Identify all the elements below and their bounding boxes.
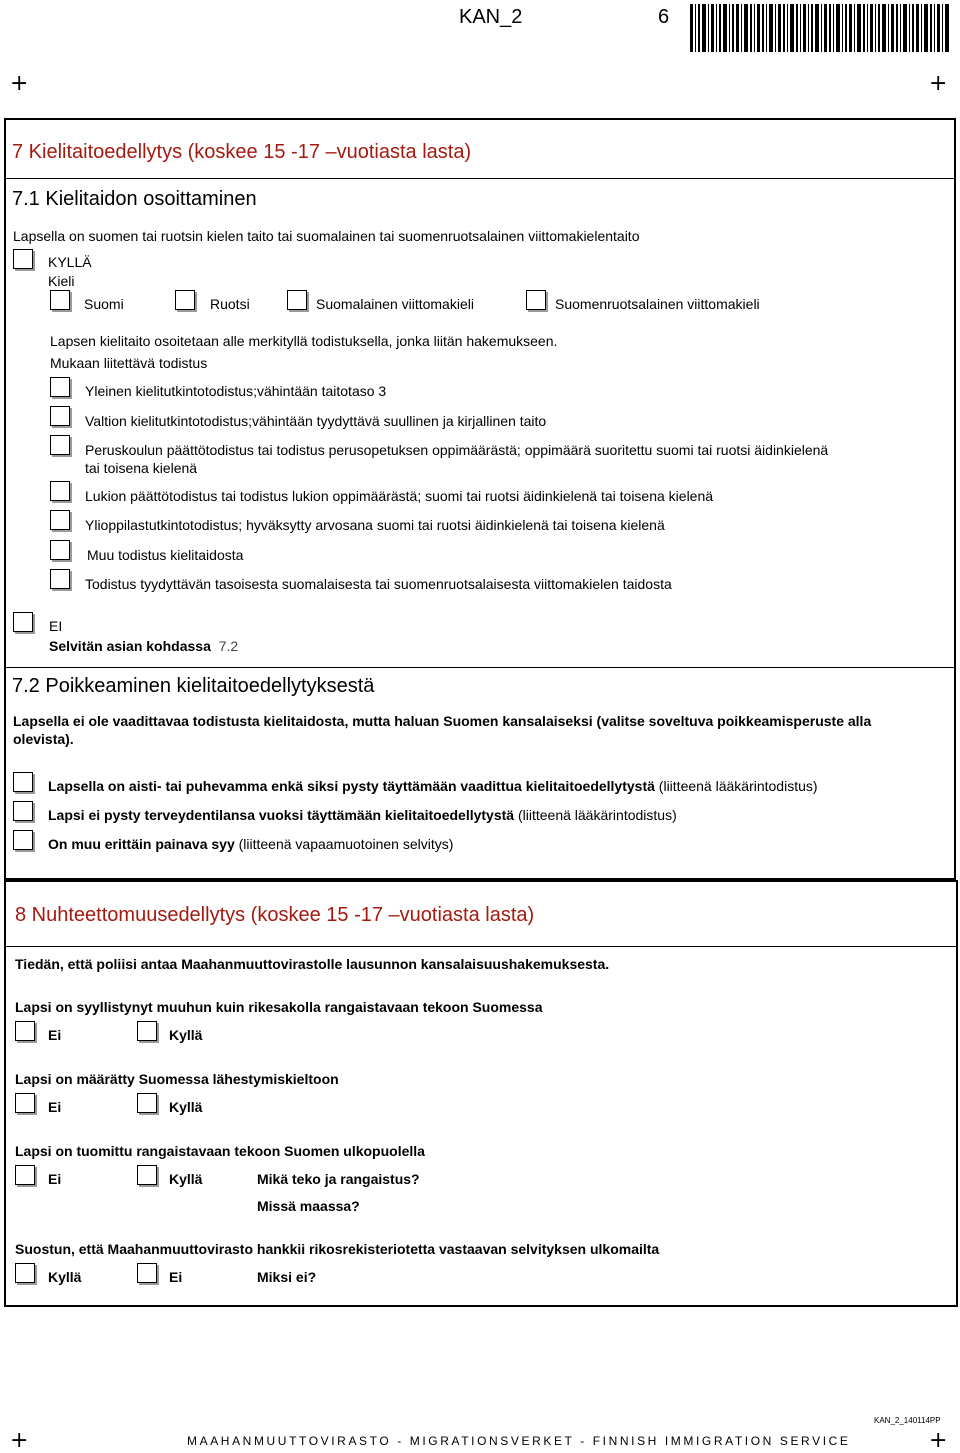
q1-kylla-checkbox[interactable] [137, 1021, 157, 1041]
exemption-other-label [48, 836, 453, 852]
exemption-other-text: On muu erittäin painava syy [48, 836, 235, 852]
lang-fi-sign-label: Suomalainen viittomakieli [316, 296, 474, 312]
yes-checkbox[interactable] [13, 249, 33, 269]
proof-note: Lapsen kielitaito osoitetaan alle merkityllä todistuksella, jonka liitän hakemukseen. [50, 333, 558, 349]
cert-sign-language-checkbox[interactable] [50, 569, 70, 589]
lang-suomi-label: Suomi [84, 296, 124, 312]
exemption-disability-label [48, 778, 818, 794]
q1-ei-label: Ei [48, 1027, 62, 1043]
exemption-health-note: (liitteenä lääkärintodistus) [514, 807, 677, 823]
q4-kylla-checkbox[interactable] [15, 1263, 35, 1283]
cert-other-label: Muu todistus kielitaidosta [87, 547, 244, 563]
q3-kylla-label: Kyllä [169, 1171, 203, 1187]
registration-cross-icon: + [929, 71, 948, 96]
q2-ei-label: Ei [48, 1099, 62, 1115]
page-number: 6 [658, 6, 670, 28]
exemption-health-label [48, 807, 677, 823]
q4-kylla-label: Kyllä [48, 1269, 82, 1285]
footer-agency: MAAHANMUUTTOVIRASTO - MIGRATIONSVERKET - FINNISH IMMIGRATION SERVICE [187, 1434, 851, 1448]
language-question: Lapsella on suomen tai ruotsin kielen taito tai suomalainen tai suomenruotsalainen viittomakielentaito [13, 228, 640, 244]
registration-cross-icon: + [10, 1428, 29, 1453]
cert-sign-language-label: Todistus tyydyttävän tasoisesta suomalaisesta tai suomenruotsalaisesta viittomakielen taidosta [85, 576, 672, 592]
q3-text: Lapsi on tuomittu rangaistavaan tekoon Suomen ulkopuolella [15, 1143, 425, 1159]
cert-basic-school-label: Peruskoulun päättötodistus tai todistus perusopetuksen oppimäärästä; oppimäärä suoritettu suomi tai ruotsi äidinkielenä [85, 442, 829, 458]
lang-fisv-sign-checkbox[interactable] [526, 290, 546, 310]
no-label: EI [49, 618, 63, 634]
yes-label: KYLLÄ [48, 254, 92, 270]
cert-matriculation-checkbox[interactable] [50, 510, 70, 530]
q3-ei-label: Ei [48, 1171, 62, 1187]
exemption-other-note: (liitteenä vapaamuotoinen selvitys) [234, 836, 454, 852]
q1-ei-checkbox[interactable] [15, 1021, 35, 1041]
cert-matriculation-label: Ylioppilastutkintotodistus; hyväksytty arvosana suomi tai ruotsi äidinkielenä tai toisena kielenä [85, 517, 665, 533]
registration-cross-icon: + [10, 71, 29, 96]
language-label: Kieli [48, 273, 75, 289]
exemption-intro-2: olevista). [13, 731, 74, 747]
q3-ei-checkbox[interactable] [15, 1165, 35, 1185]
lang-fisv-sign-label: Suomenruotsalainen viittomakieli [555, 296, 760, 312]
attach-label: Mukaan liitettävä todistus [50, 355, 208, 371]
q4-text: Suostun, että Maahanmuuttovirasto hankkii rikosrekisteriotetta vastaavan selvityksen ulkomailta [15, 1241, 660, 1257]
no-note-ref: 7.2 [218, 638, 239, 654]
exemption-health-text: Lapsi ei pysty terveydentilansa vuoksi täyttämään kielitaitoedellytystä [48, 807, 515, 823]
no-note-text: Selvitän asian kohdassa [49, 638, 211, 654]
lang-ruotsi-checkbox[interactable] [175, 290, 195, 310]
lang-ruotsi-label: Ruotsi [210, 296, 250, 312]
q3-followup-offense: Mikä teko ja rangaistus? [257, 1171, 420, 1187]
q2-ei-checkbox[interactable] [15, 1093, 35, 1113]
exemption-disability-note: (liitteenä lääkärintodistus) [654, 778, 818, 794]
section-7-2-title: 7.2 Poikkeaminen kielitaitoedellytyksestä [12, 675, 375, 697]
q2-kylla-label: Kyllä [169, 1099, 203, 1115]
cert-upper-secondary-checkbox[interactable] [50, 481, 70, 501]
registration-cross-icon: + [929, 1428, 948, 1453]
cert-state-checkbox[interactable] [50, 406, 70, 426]
exemption-disability-text: Lapsella on aisti- tai puhevamma enkä siksi pysty täyttämään vaadittua kielitaitoedellytystä [48, 778, 655, 794]
police-info: Tiedän, että poliisi antaa Maahanmuuttovirastolle lausunnon kansalaisuushakemuksesta. [15, 956, 610, 972]
q2-kylla-checkbox[interactable] [137, 1093, 157, 1113]
cert-general-checkbox[interactable] [50, 377, 70, 397]
footer-code: KAN_2_140114PP [874, 1416, 941, 1425]
lang-fi-sign-checkbox[interactable] [287, 290, 307, 310]
q3-followup-country: Missä maassa? [257, 1198, 360, 1214]
section-7-title: 7 Kielitaitoedellytys (koskee 15 -17 –vuotiasta lasta) [12, 141, 472, 163]
barcode-icon [690, 4, 949, 52]
q1-kylla-label: Kyllä [169, 1027, 203, 1043]
section-8-title: 8 Nuhteettomuusedellytys (koskee 15 -17 –vuotiasta lasta) [15, 904, 535, 926]
cert-general-label: Yleinen kielitutkintotodistus;vähintään taitotaso 3 [85, 383, 387, 399]
cert-other-checkbox[interactable] [50, 540, 70, 560]
q4-followup-reason: Miksi ei? [257, 1269, 317, 1285]
q2-text: Lapsi on määrätty Suomessa lähestymiskieltoon [15, 1071, 339, 1087]
q1-text: Lapsi on syyllistynyt muuhun kuin rikesakolla rangaistavaan tekoon Suomessa [15, 999, 543, 1015]
no-note [49, 638, 238, 654]
q3-kylla-checkbox[interactable] [137, 1165, 157, 1185]
section-7-divider [4, 178, 956, 179]
exemption-intro-1: Lapsella ei ole vaadittavaa todistusta kielitaidosta, mutta haluan Suomen kansalaiseksi (valitse soveltuva poikkeamisperuste alla [13, 713, 872, 729]
section-8-divider [4, 946, 958, 947]
cert-basic-school-label-cont: tai toisena kielenä [85, 460, 198, 476]
form-code: KAN_2 [459, 6, 523, 28]
exemption-health-checkbox[interactable] [13, 801, 33, 821]
exemption-disability-checkbox[interactable] [13, 772, 33, 792]
section-7-2-divider [4, 667, 956, 668]
section-7-1-title: 7.1 Kielitaidon osoittaminen [12, 188, 257, 210]
q4-ei-checkbox[interactable] [137, 1263, 157, 1283]
no-checkbox[interactable] [13, 612, 33, 632]
cert-basic-school-checkbox[interactable] [50, 435, 70, 455]
lang-suomi-checkbox[interactable] [50, 290, 70, 310]
cert-upper-secondary-label: Lukion päättötodistus tai todistus lukion oppimäärästä; suomi tai ruotsi äidinkielenä tai toisena kielenä [85, 488, 714, 504]
exemption-other-checkbox[interactable] [13, 830, 33, 850]
cert-state-label: Valtion kielitutkintotodistus;vähintään tyydyttävä suullinen ja kirjallinen taito [85, 413, 547, 429]
q4-ei-label: Ei [169, 1269, 183, 1285]
